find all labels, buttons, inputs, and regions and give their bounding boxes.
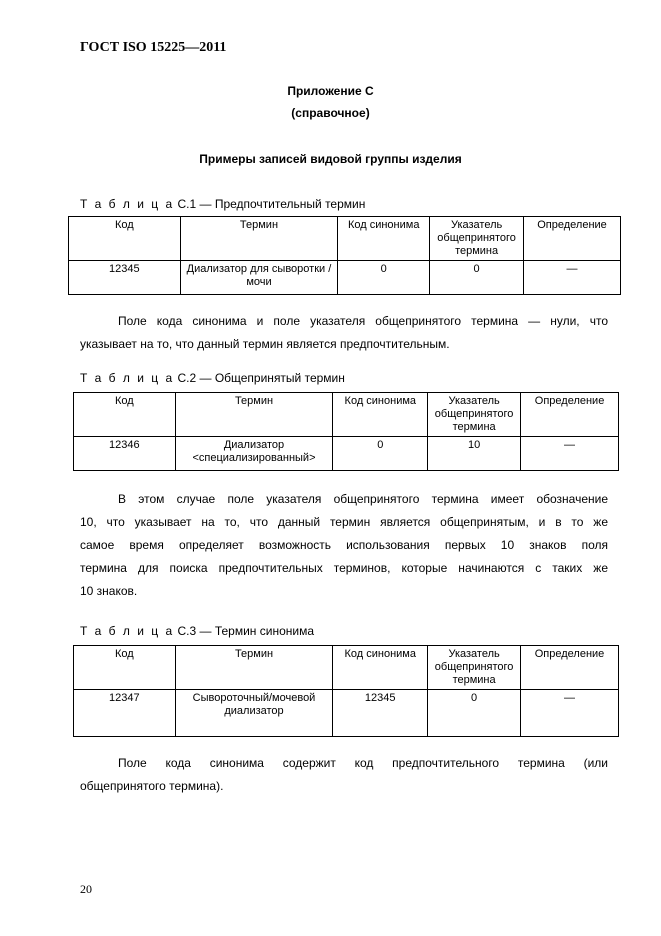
cell-definition: — [521,437,619,471]
header-cell-definition: Определение [521,646,619,690]
header-cell-code: Код [74,393,176,437]
header-cell-code: Код [74,646,176,690]
table-row [74,437,619,471]
header-cell-common-term-pointer: Указатель общепринятого термина [430,217,524,261]
table-header-row [74,646,619,690]
paragraph-line-text: В этом случае поле указателя общепринятого термина имеет обозначение [118,492,608,506]
header-cell-definition: Определение [524,217,621,261]
header-cell-definition: Определение [521,393,619,437]
cell-synonym-code: 0 [338,261,430,295]
table-c3-caption [80,624,314,638]
table-c2-caption-text: С.2 — Общепринятый термин [174,371,345,385]
paragraph-line-text: Поле кода синонима содержит код предпочтительного термина (или [118,756,608,770]
paragraph-line [80,488,608,511]
cell-common-term-pointer: 0 [430,261,524,295]
cell-term: Диализатор для сыворотки / мочи [180,261,338,295]
table-c3-caption-prefix: Т а б л и ц а [80,624,175,638]
cell-definition: — [521,690,619,737]
header-cell-synonym-code: Код синонима [338,217,430,261]
table-c1 [68,216,621,295]
table-row [74,690,619,737]
cell-code: 12347 [74,690,176,737]
header-cell-synonym-code: Код синонима [333,393,428,437]
table-c2-caption-prefix: Т а б л и ц а [80,371,175,385]
table-c3 [73,645,619,737]
paragraph-2 [80,488,608,603]
page-number: 20 [80,882,92,896]
appendix-subtitle: (справочное) [291,106,370,120]
header-cell-term: Термин [175,646,333,690]
table-header-row [69,217,621,261]
document-header-title: ГОСТ ISO 15225—2011 [80,40,227,55]
header-cell-common-term-pointer: Указатель общепринятого термина [428,646,521,690]
header-cell-term: Термин [180,217,338,261]
paragraph-line [80,752,608,775]
cell-definition: — [524,261,621,295]
paragraph-line: 10, что указывает на то, что данный термин является общепринятым, и в то же [80,515,608,529]
table-header-row [74,393,619,437]
table-c1-caption-text: С.1 — Предпочтительный термин [174,197,366,211]
cell-term: Диализатор <специализированный> [175,437,333,471]
paragraph-1 [80,310,608,356]
table-c1-caption [80,197,365,211]
table-row [69,261,621,295]
paragraph-3 [80,752,608,798]
header-cell-common-term-pointer: Указатель общепринятого термина [428,393,521,437]
paragraph-line: термина для поиска предпочтительных терминов, которые начинаются с таких же [80,561,608,575]
table-c2-caption [80,371,345,385]
cell-common-term-pointer: 10 [428,437,521,471]
paragraph-line: указывает на то, что данный термин является предпочтительным. [80,337,450,351]
header-cell-term: Термин [175,393,333,437]
table-c1-caption-prefix: Т а б л и ц а [80,197,175,211]
cell-code: 12345 [69,261,181,295]
cell-synonym-code: 12345 [333,690,428,737]
paragraph-line-text: Поле кода синонима и поле указателя общепринятого термина — нули, что [118,314,608,328]
cell-code: 12346 [74,437,176,471]
table-c3-caption-text: С.3 — Термин синонима [174,624,314,638]
paragraph-line: самое время определяет возможность использования первых 10 знаков поля [80,538,608,552]
cell-synonym-code: 0 [333,437,428,471]
appendix-title: Приложение С [287,84,374,98]
paragraph-line: общепринятого термина). [80,779,224,793]
paragraph-line: 10 знаков. [80,584,138,598]
appendix-heading: Примеры записей видовой группы изделия [199,152,462,166]
header-cell-synonym-code: Код синонима [333,646,428,690]
header-cell-code: Код [69,217,181,261]
table-c2 [73,392,619,471]
paragraph-line [80,310,608,333]
cell-term: Сывороточный/мочевой диализатор [175,690,333,737]
cell-common-term-pointer: 0 [428,690,521,737]
